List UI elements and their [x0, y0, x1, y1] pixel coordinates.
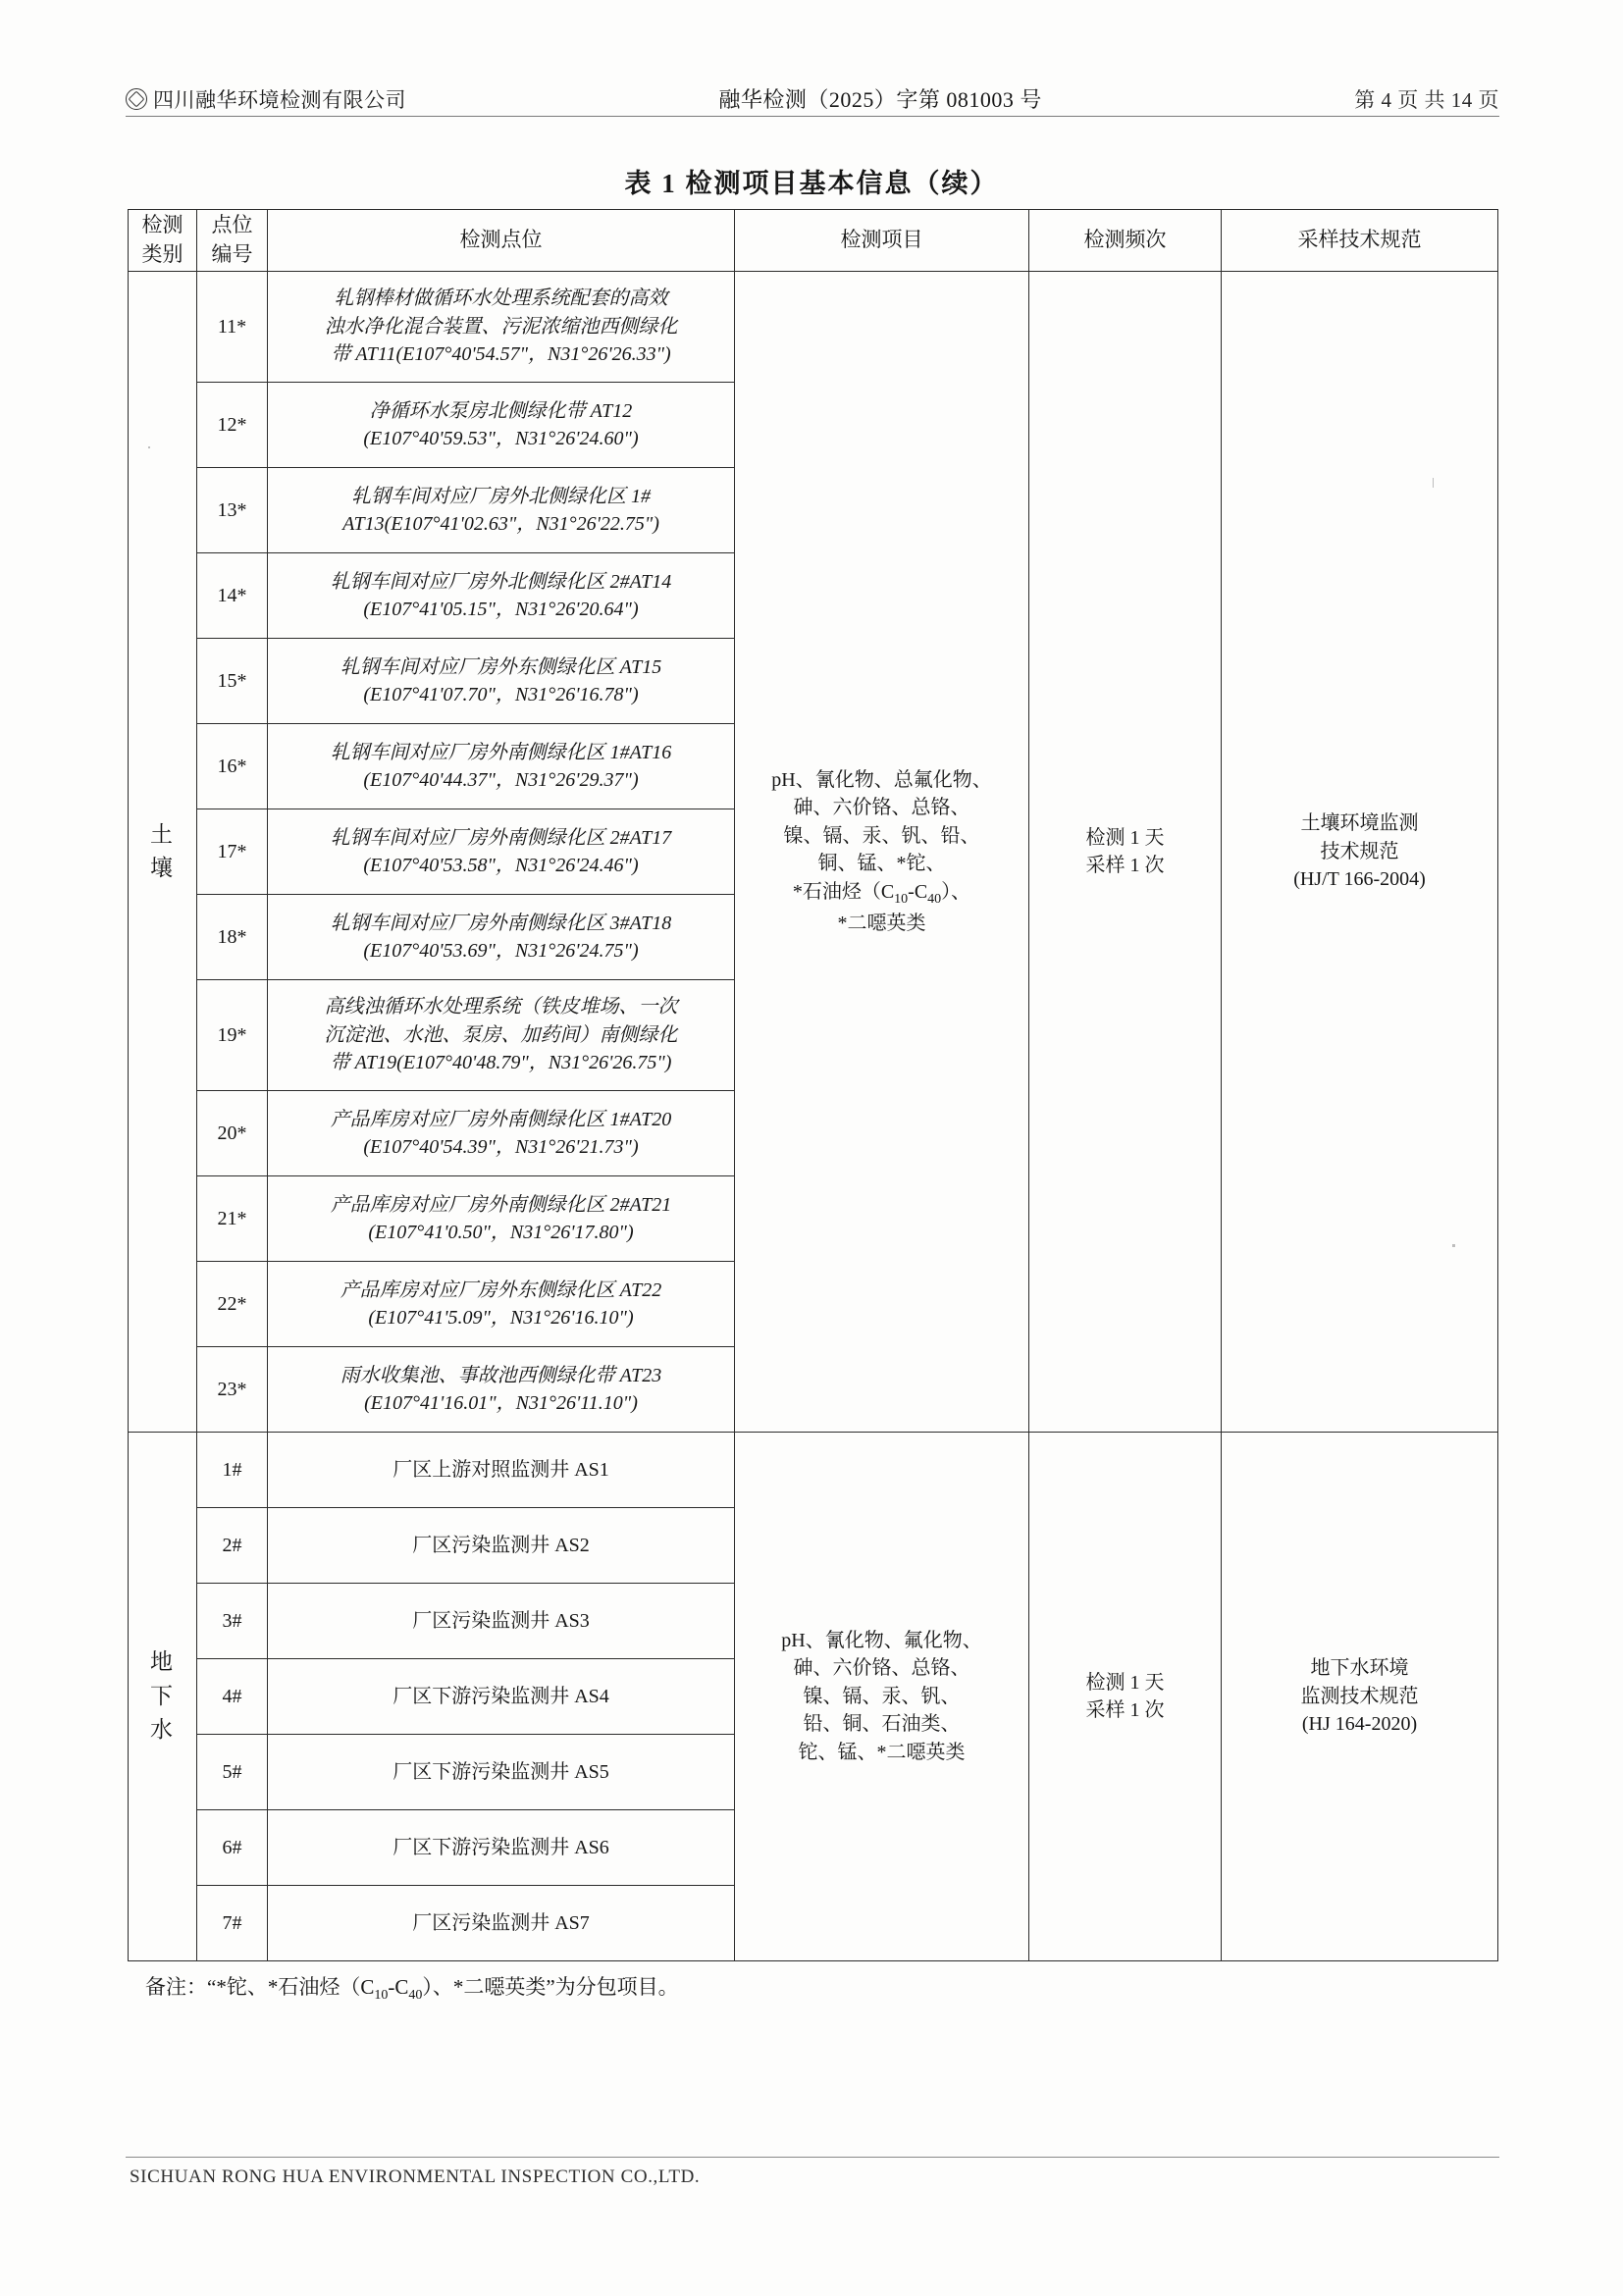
company-name-cn: 四川融华环境检测有限公司	[153, 87, 406, 112]
footer-company-en: SICHUAN RONG HUA ENVIRONMENTAL INSPECTION CO.,LTD.	[130, 2166, 701, 2187]
point-description: 轧钢车间对应厂房外南侧绿化区 3#AT18 (E107°40'53.69"，N31°26'24.75")	[268, 895, 735, 980]
detection-items-table	[128, 209, 1498, 1961]
point-no: 15*	[197, 639, 268, 724]
point-no: 3#	[197, 1584, 268, 1659]
point-no: 20*	[197, 1091, 268, 1176]
report-number: 融华检测（2025）字第 081003 号	[718, 87, 1042, 112]
scan-speck	[148, 446, 150, 448]
col-header-frequency: 检测频次	[1029, 210, 1222, 272]
point-description: 轧钢车间对应厂房外北侧绿化区 2#AT14 (E107°41'05.15"，N31°26'20.64")	[268, 553, 735, 639]
point-description: 厂区下游污染监测井 AS5	[268, 1735, 735, 1810]
table-title: 表 1 检测项目基本信息（续）	[624, 169, 999, 198]
point-no: 2#	[197, 1508, 268, 1584]
detection-items-groundwater: pH、氰化物、氟化物、 砷、六价铬、总铬、 镍、镉、汞、钒、 铅、铜、石油类、 铊、锰、*二噁英类	[735, 1433, 1029, 1961]
point-description: 雨水收集池、事故池西侧绿化带 AT23 (E107°41'16.01"，N31°26'11.10")	[268, 1347, 735, 1433]
point-description: 轧钢车间对应厂房外东侧绿化区 AT15 (E107°41'07.70"，N31°26'16.78")	[268, 639, 735, 724]
point-no: 11*	[197, 272, 268, 383]
col-header-category: 检测 类别	[129, 210, 197, 272]
point-no: 4#	[197, 1659, 268, 1735]
remark-text: 备注：“*铊、*石油烃$(C_{10}-C_{40})$、*二噁英类”为分包项目。	[145, 1975, 679, 2004]
scan-speck	[1433, 478, 1434, 488]
point-description: 厂区污染监测井 AS7	[268, 1886, 735, 1961]
circle-diamond-logo-icon	[126, 88, 147, 110]
point-no: 12*	[197, 383, 268, 468]
point-description: 厂区下游污染监测井 AS6	[268, 1810, 735, 1886]
point-no: 14*	[197, 553, 268, 639]
detection-items-soil: pH、氰化物、总氟化物、 砷、六价铬、总铬、 镍、镉、汞、钒、铅、 铜、锰、*铊、 *石油烃$(C_{10}-C_{40})$、 *二噁英类	[735, 272, 1029, 1433]
point-description: 产品库房对应厂房外东侧绿化区 AT22 (E107°41'5.09"，N31°26'16.10")	[268, 1262, 735, 1347]
point-description: 净循环水泵房北侧绿化带 AT12 (E107°40'59.53"，N31°26'24.60")	[268, 383, 735, 468]
frequency-soil: 检测 1 天 采样 1 次	[1029, 272, 1222, 1433]
point-no: 18*	[197, 895, 268, 980]
point-description: 厂区污染监测井 AS2	[268, 1508, 735, 1584]
page-header	[126, 83, 1499, 114]
point-description: 轧钢车间对应厂房外南侧绿化区 2#AT17 (E107°40'53.58"，N31°26'24.46")	[268, 809, 735, 895]
category-cell-soil: 土 壤	[129, 272, 197, 1433]
point-description: 产品库房对应厂房外南侧绿化区 2#AT21 (E107°41'0.50"，N31°26'17.80")	[268, 1176, 735, 1262]
col-header-point: 检测点位	[268, 210, 735, 272]
header-divider	[126, 116, 1499, 117]
point-description: 轧钢车间对应厂房外南侧绿化区 1#AT16 (E107°40'44.37"，N31°26'29.37")	[268, 724, 735, 809]
point-no: 19*	[197, 980, 268, 1091]
col-header-item: 检测项目	[735, 210, 1029, 272]
page-number: 第 4 页 共 14 页	[1354, 87, 1499, 112]
point-no: 13*	[197, 468, 268, 553]
point-description: 厂区污染监测井 AS3	[268, 1584, 735, 1659]
footer-divider	[126, 2157, 1499, 2158]
point-no: 6#	[197, 1810, 268, 1886]
table-row	[129, 1433, 1498, 1508]
point-description: 厂区下游污染监测井 AS4	[268, 1659, 735, 1735]
point-no: 23*	[197, 1347, 268, 1433]
point-description: 高线浊循环水处理系统（铁皮堆场、一次 沉淀池、水池、泵房、加药间）南侧绿化 带 AT19(E107°40'48.79"，N31°26'26.75")	[268, 980, 735, 1091]
petroleum-hydrocarbon-item: *石油烃$(C_{10}-C_{40})$、	[792, 880, 971, 907]
point-no: 7#	[197, 1886, 268, 1961]
col-header-spec: 采样技术规范	[1222, 210, 1498, 272]
sampling-spec-soil: 土壤环境监测 技术规范 (HJ/T 166-2004)	[1222, 272, 1498, 1433]
point-description: 产品库房对应厂房外南侧绿化区 1#AT20 (E107°40'54.39"，N31°26'21.73")	[268, 1091, 735, 1176]
frequency-groundwater: 检测 1 天 采样 1 次	[1029, 1433, 1222, 1961]
table-remark	[128, 1961, 1497, 2004]
point-description: 轧钢棒材做循环水处理系统配套的高效 浊水净化混合装置、污泥浓缩池西侧绿化 带 AT11(E107°40'54.57"，N31°26'26.33")	[268, 272, 735, 383]
scan-speck	[1452, 1244, 1455, 1247]
sampling-spec-groundwater: 地下水环境 监测技术规范 (HJ 164-2020)	[1222, 1433, 1498, 1961]
category-cell-groundwater: 地 下 水	[129, 1433, 197, 1961]
table-header-row	[129, 210, 1498, 272]
point-no: 21*	[197, 1176, 268, 1262]
point-description: 轧钢车间对应厂房外北侧绿化区 1# AT13(E107°41'02.63"，N31°26'22.75")	[268, 468, 735, 553]
company-name-block	[126, 84, 406, 114]
point-no: 17*	[197, 809, 268, 895]
point-no: 5#	[197, 1735, 268, 1810]
point-description: 厂区上游对照监测井 AS1	[268, 1433, 735, 1508]
point-no: 16*	[197, 724, 268, 809]
col-header-point-no: 点位 编号	[197, 210, 268, 272]
point-no: 1#	[197, 1433, 268, 1508]
point-no: 22*	[197, 1262, 268, 1347]
table-row	[129, 272, 1498, 383]
